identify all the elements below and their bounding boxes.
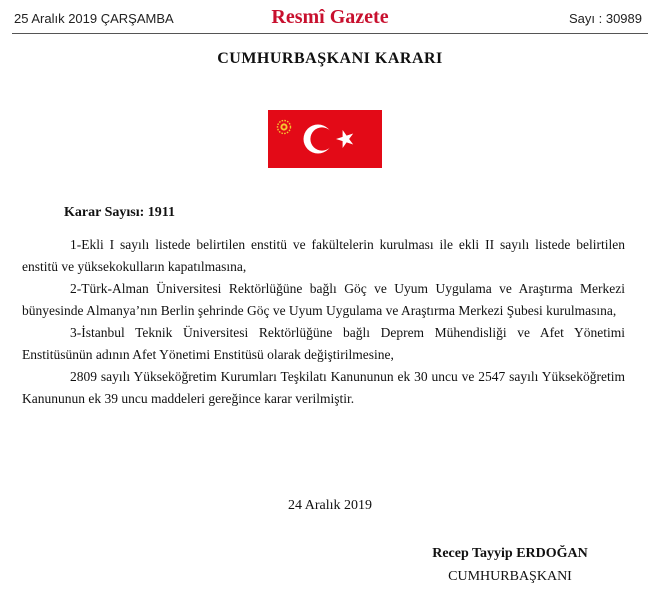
signature-date: 24 Aralık 2019 [288,498,372,513]
header-divider [12,33,648,34]
newspaper-title: Resmî Gazete [271,6,389,28]
issue-number: Sayı : 30989 [569,11,642,26]
decision-articles [22,234,625,410]
signer-name: Recep Tayyip ERDOĞAN [432,546,588,561]
document-title: CUMHURBAŞKANI KARARI [217,50,443,67]
signer-title: CUMHURBAŞKANI [448,569,572,584]
article-1: 1-Ekli I sayılı listede belirtilen enstitü ve fakültelerin kurulması ile ekli II sayılı listede belirtilen enstitü ve yüksekokulların kapatılmasına, [22,237,625,274]
article-2: 2-Türk-Alman Üniversitesi Rektörlüğüne bağlı Göç ve Uyum Uygulama ve Araştırma Merkezi bünyesinde Almanya’nın Berlin şehrinde Göç ve Uyum Uygulama ve Araştırma Merkezi Şubesi kurulmasına, [22,281,625,318]
legal-basis-paragraph: 2809 sayılı Yükseköğretim Kurumları Teşkilatı Kanununun ek 30 uncu ve 2547 sayılı Yükseköğretim Kanununun ek 39 uncu maddeleri gereğince karar verilmiştir. [22,369,625,406]
article-3: 3-İstanbul Teknik Üniversitesi Rektörlüğüne bağlı Deprem Mühendisliği ve Afet Yönetimi Enstitüsünün adının Afet Yönetimi Enstitüsü olarak değiştirilmesine, [22,325,625,362]
decision-number: Karar Sayısı: 1911 [64,205,175,220]
header-date: 25 Aralık 2019 ÇARŞAMBA [14,11,174,26]
turkish-flag-icon [268,110,382,168]
